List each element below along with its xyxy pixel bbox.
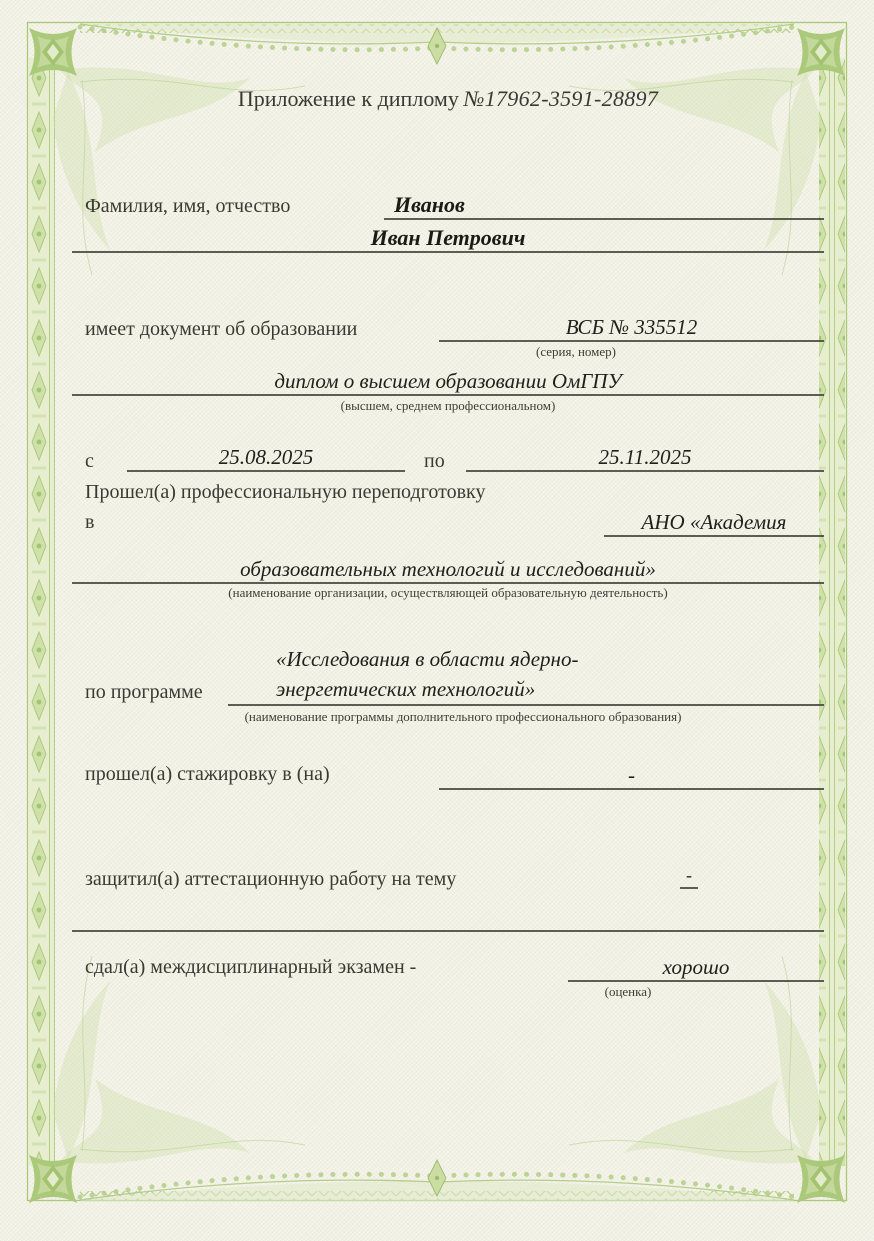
program-value-line1: «Исследования в области ядерно- (276, 647, 579, 671)
period-to-line (466, 436, 824, 472)
program-value-line2: энергетических технологий» (276, 677, 536, 701)
program-caption: (наименование программы дополнительного профессионального образования) (244, 709, 682, 724)
program-label: по программе (85, 681, 203, 703)
fio-name-line (72, 217, 824, 253)
series-number-line (439, 306, 824, 342)
thesis-label: защитил(а) аттестационную работу на тему (85, 868, 457, 890)
organization-in-label: в (85, 511, 95, 533)
organization-caption: (наименование организации, осуществляющей образовательную деятельность) (228, 585, 668, 600)
thesis-value-line (680, 861, 698, 889)
title-diploma-number: №17962-3591-28897 (463, 86, 659, 111)
title-prefix: Приложение к диплому (237, 86, 459, 111)
fio-surname-value: Иванов (394, 191, 465, 217)
period-to-label: по (424, 450, 445, 472)
series-number-caption: (серия, номер) (536, 344, 616, 359)
internship-label: прошел(а) стажировку в (на) (85, 763, 330, 785)
period-from-line (127, 436, 405, 472)
retraining-statement: Прошел(а) профессиональную переподготовку (85, 481, 486, 503)
exam-grade-value: хорошо (662, 954, 730, 979)
thesis-value: - (686, 865, 692, 886)
internship-value: - (628, 762, 635, 787)
internship-line (439, 754, 824, 790)
organization-line1 (604, 501, 824, 537)
thesis-topic-line (72, 930, 824, 932)
series-number-value: ВСБ № 335512 (565, 314, 698, 339)
education-document-label: имеет документ об образовании (85, 318, 358, 340)
organization-value-line2: образовательных технологий и исследований» (240, 556, 656, 581)
exam-grade-line (568, 946, 824, 982)
period-from-value: 25.08.2025 (218, 444, 314, 469)
exam-grade-caption: (оценка) (604, 984, 652, 999)
document-type-caption: (высшем, среднем профессиональном) (340, 398, 556, 413)
document-type-value: диплом о высшем образовании ОмГПУ (274, 368, 622, 393)
organization-line2 (72, 548, 824, 584)
document-title (72, 86, 824, 112)
period-from-label: с (85, 450, 94, 472)
document-type-line (72, 360, 824, 396)
organization-value-line1: АНО «Академия (641, 509, 787, 534)
fio-label: Фамилия, имя, отчество (85, 195, 291, 217)
period-to-value: 25.11.2025 (598, 444, 692, 469)
exam-label: сдал(а) междисциплинарный экзамен - (85, 956, 417, 978)
fio-surname-line (384, 184, 824, 220)
fio-name-value: Иван Петрович (370, 224, 526, 250)
